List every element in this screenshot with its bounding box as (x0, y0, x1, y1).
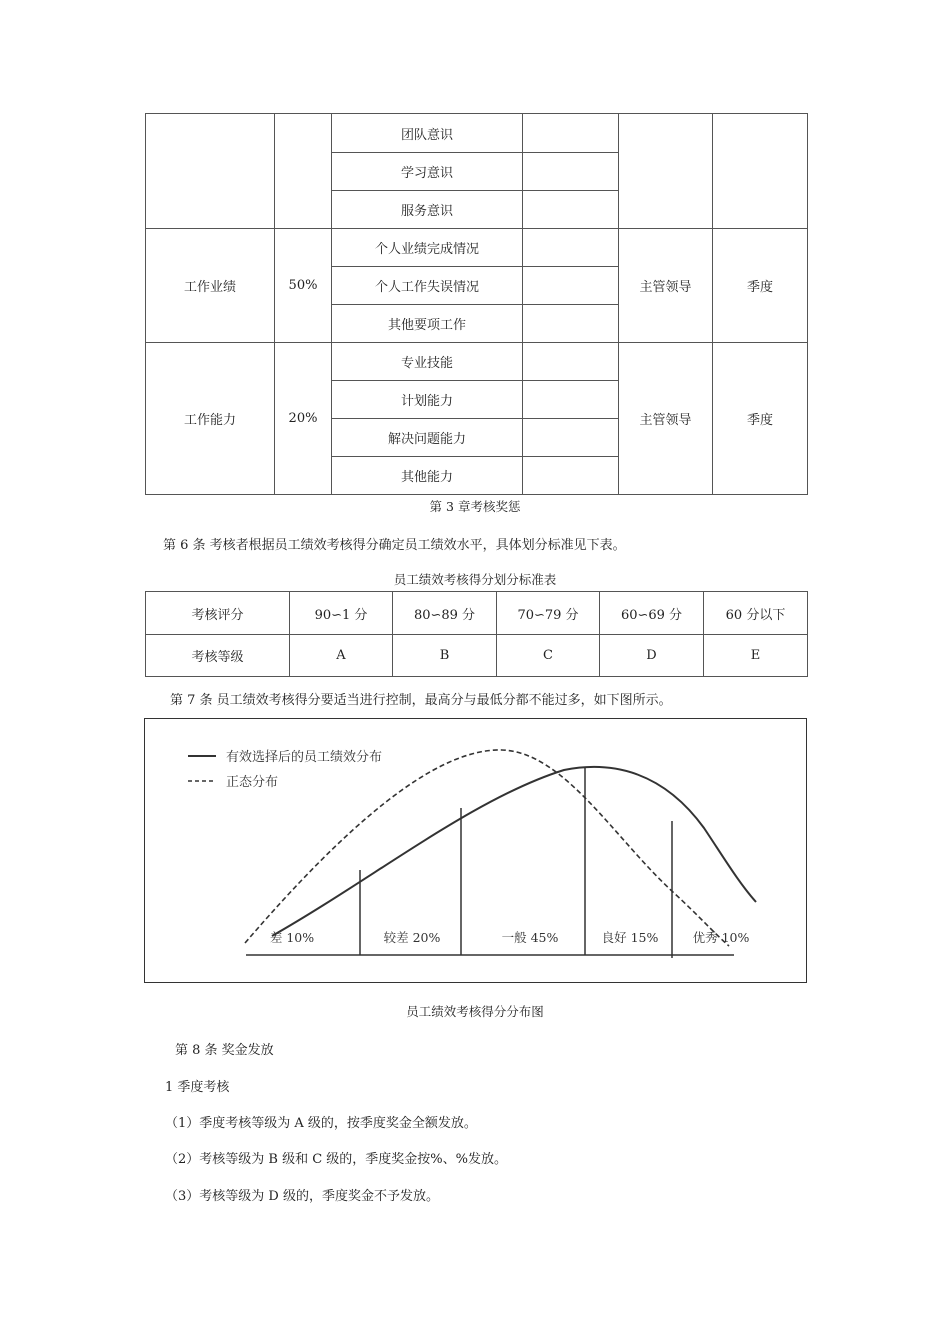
legend-solid-label: 有效选择后的员工绩效分布 (226, 750, 383, 765)
grade-table (145, 591, 808, 677)
article-7-text: 第 7 条 员工绩效考核得分要适当进行控制，最高分与最低分都不能过多，如下图所示。 (170, 693, 672, 708)
assessor-cell: 主管领导 (619, 229, 713, 343)
item-cell: 个人工作失误情况 (332, 267, 523, 305)
item-cell: 服务意识 (332, 191, 523, 229)
score-cell: 60 分以下 (704, 592, 808, 635)
item-cell: 其他能力 (332, 457, 523, 495)
blank-cell (523, 229, 619, 267)
grade-cell: A (290, 635, 393, 677)
figure-caption: 员工绩效考核得分分布图 (406, 1004, 544, 1019)
score-cell: 90∽1 分 (290, 592, 393, 635)
list-item: （2）考核等级为 B 级和 C 级的，季度奖金按%、%发放。 (165, 1152, 508, 1167)
assessor-cell (619, 114, 713, 229)
assessment-table (145, 113, 808, 495)
category-cell (146, 114, 275, 229)
score-cell: 70∽79 分 (497, 592, 600, 635)
weight-cell (275, 114, 332, 229)
chapter-title: 第 3 章考核奖惩 (429, 499, 521, 514)
item-cell: 团队意识 (332, 114, 523, 153)
blank-cell (523, 114, 619, 153)
blank-cell (523, 343, 619, 381)
segment-label: 较差 20% (383, 930, 441, 945)
score-cell: 60∽69 分 (600, 592, 704, 635)
segment-label: 良好 15% (601, 930, 659, 945)
item-cell: 其他要项工作 (332, 305, 523, 343)
distribution-figure (144, 718, 807, 983)
article-6-text: 第 6 条 考核者根据员工绩效考核得分确定员工绩效水平，具体划分标准见下表。 (163, 538, 626, 553)
blank-cell (523, 305, 619, 343)
category-cell: 工作能力 (146, 343, 275, 495)
score-row-label: 考核评分 (146, 592, 290, 635)
blank-cell (523, 267, 619, 305)
item-cell: 计划能力 (332, 381, 523, 419)
cycle-cell: 季度 (713, 229, 808, 343)
item-cell: 专业技能 (332, 343, 523, 381)
cycle-cell (713, 114, 808, 229)
blank-cell (523, 419, 619, 457)
segment-label: 一般 45% (501, 930, 559, 945)
article-8-title: 第 8 条 奖金发放 (175, 1043, 274, 1058)
item-cell: 学习意识 (332, 153, 523, 191)
legend-dashed-label: 正态分布 (226, 775, 279, 790)
item-cell: 解决问题能力 (332, 419, 523, 457)
grade-cell: B (393, 635, 497, 677)
list-item: （3）考核等级为 D 级的，季度奖金不予发放。 (165, 1189, 439, 1204)
weight-cell: 20% (275, 343, 332, 495)
grade-cell: D (600, 635, 704, 677)
grade-row-label: 考核等级 (146, 635, 290, 677)
list-item: （1）季度考核等级为 A 级的，按季度奖金全额发放。 (165, 1116, 477, 1131)
segment-label: 优秀 10% (692, 930, 750, 945)
blank-cell (523, 153, 619, 191)
blank-cell (523, 457, 619, 495)
weight-cell: 50% (275, 229, 332, 343)
segment-label: 差 10% (269, 930, 315, 945)
item-cell: 个人业绩完成情况 (332, 229, 523, 267)
cycle-cell: 季度 (713, 343, 808, 495)
section-1-title: 1 季度考核 (165, 1080, 230, 1095)
category-cell: 工作业绩 (146, 229, 275, 343)
assessor-cell: 主管领导 (619, 343, 713, 495)
grade-cell: C (497, 635, 600, 677)
blank-cell (523, 191, 619, 229)
score-cell: 80∽89 分 (393, 592, 497, 635)
blank-cell (523, 381, 619, 419)
grade-cell: E (704, 635, 808, 677)
grade-table-title: 员工绩效考核得分划分标准表 (393, 572, 557, 587)
